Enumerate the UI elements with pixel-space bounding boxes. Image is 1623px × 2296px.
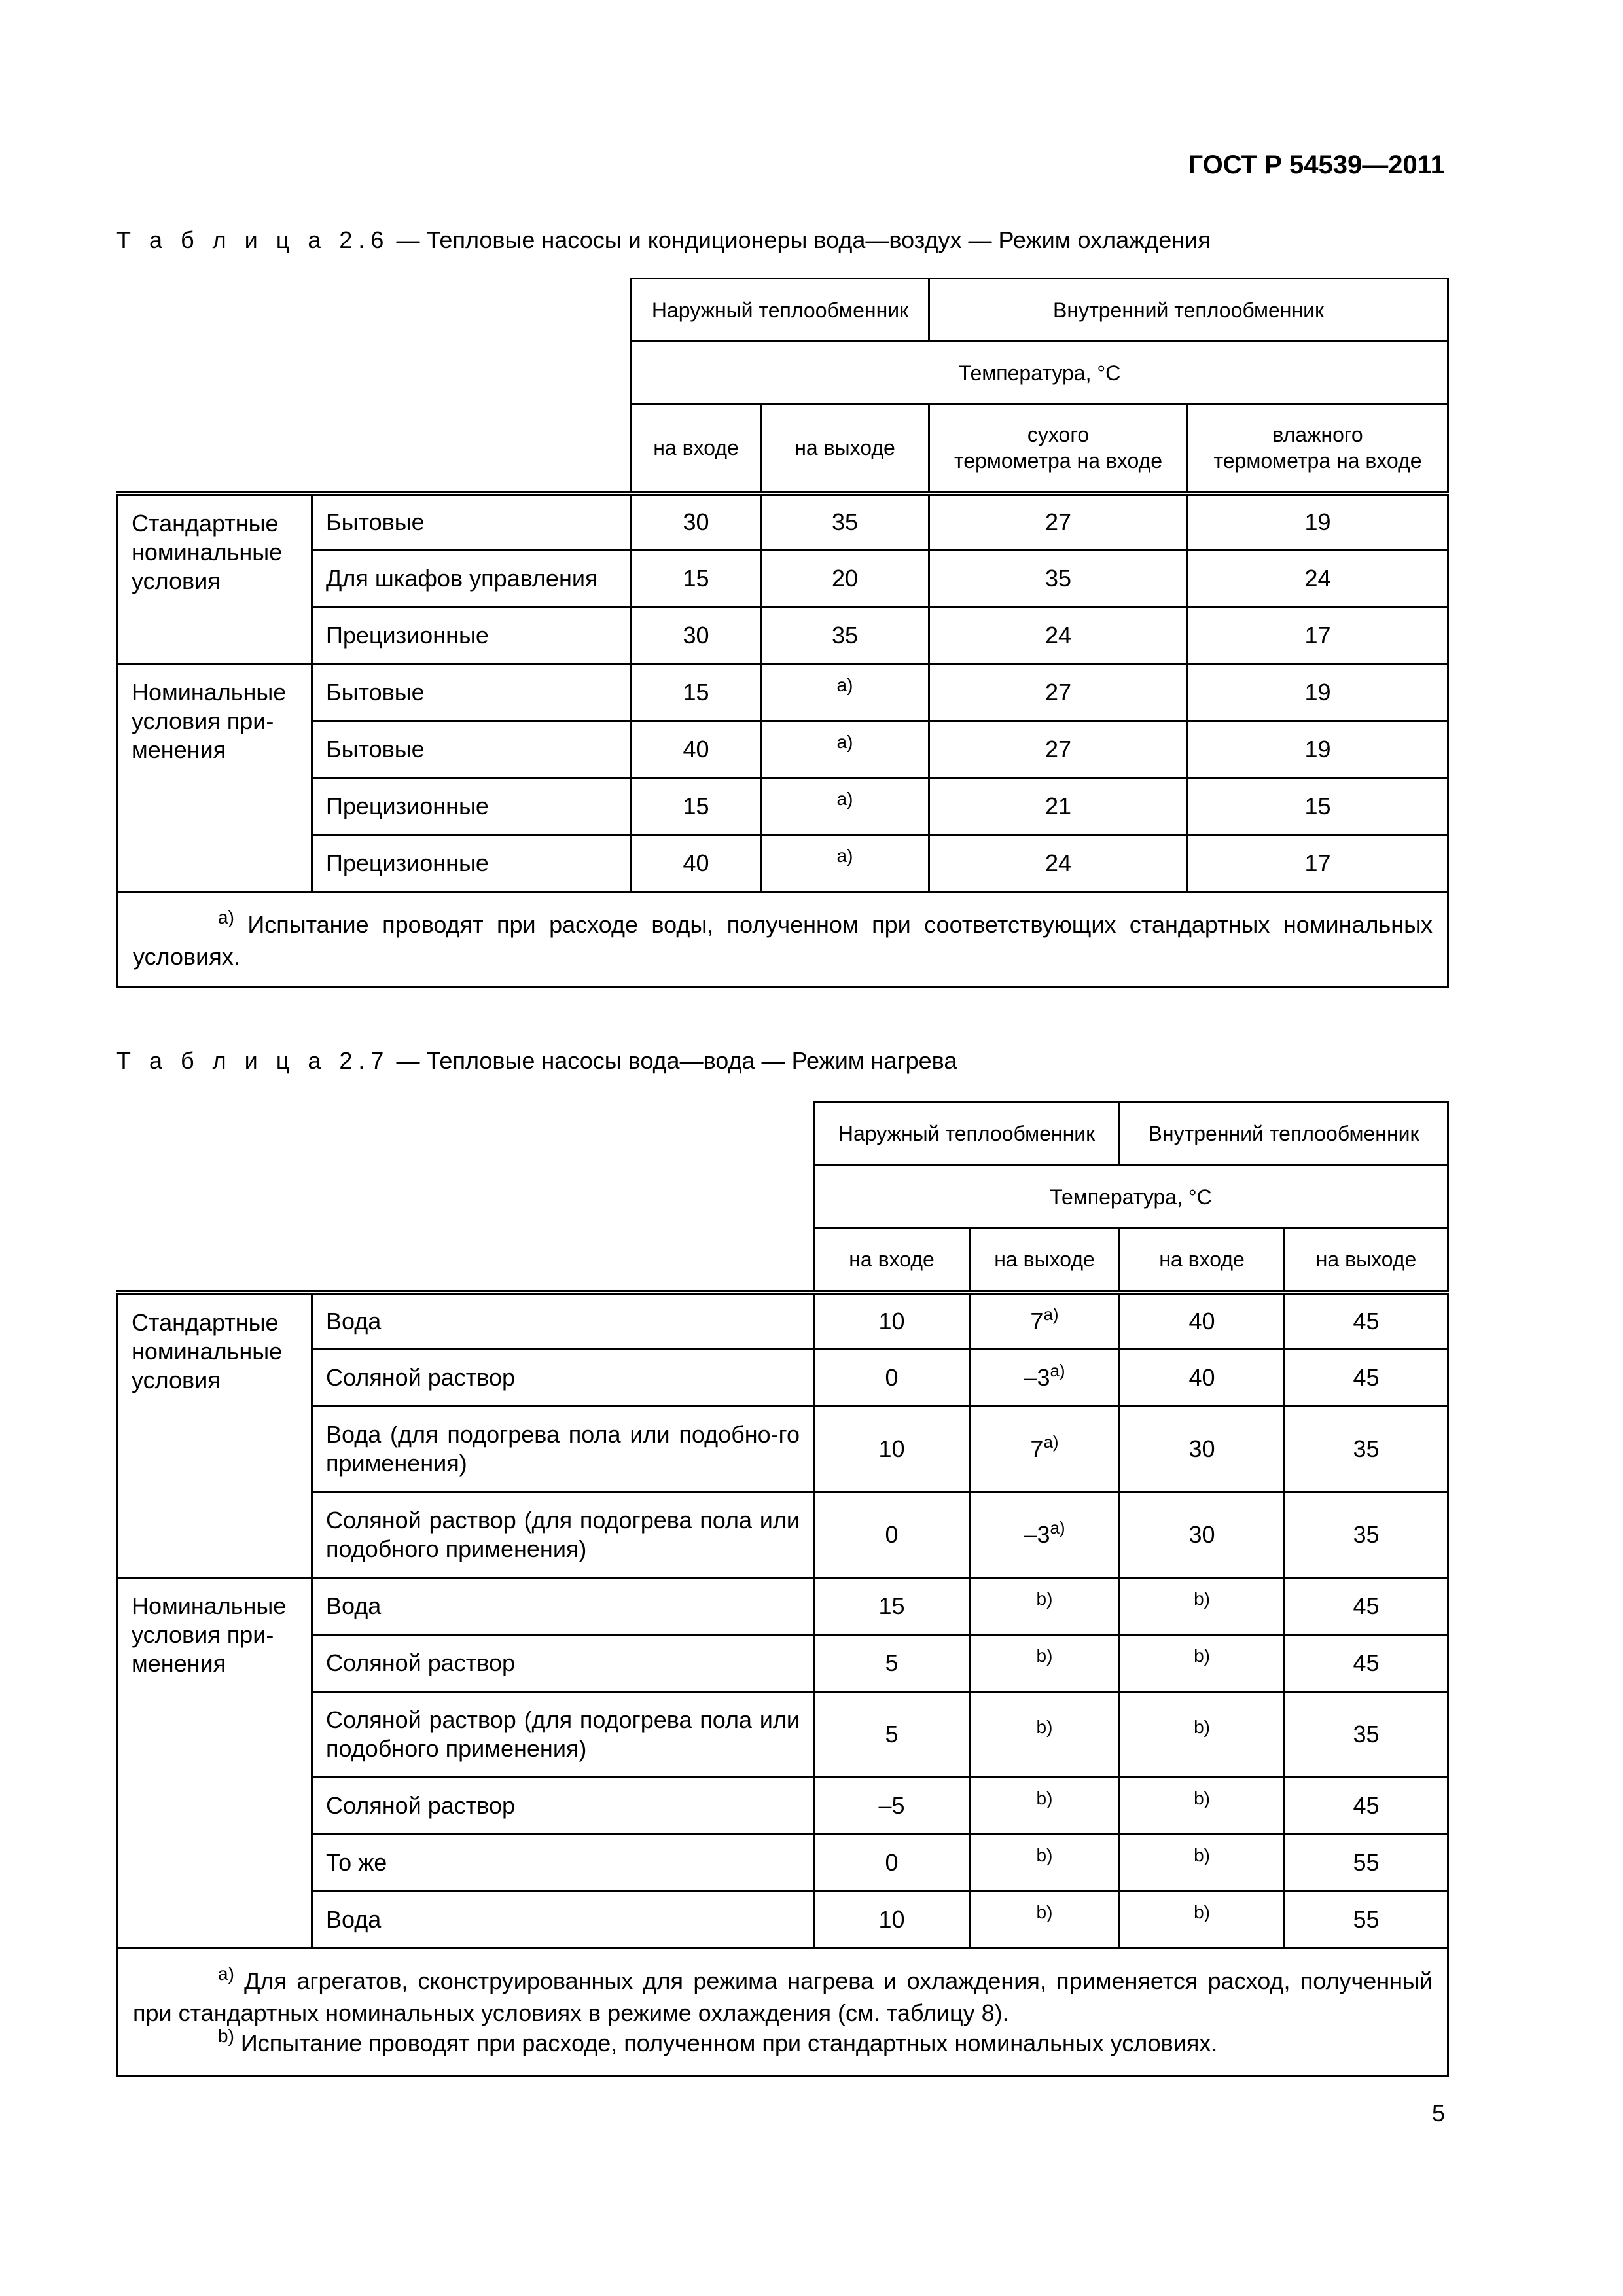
cell-outdoor-inlet: 10 [814, 1892, 970, 1948]
row-name: Бытовые [312, 493, 632, 550]
cell-indoor-inlet-footnote: b) [1120, 1692, 1285, 1778]
cell-outdoor-outlet [970, 1492, 1120, 1578]
cell-indoor-outlet: 55 [1285, 1835, 1448, 1892]
row-name: Вода (для подогрева пола или подобно-го применения) [312, 1407, 814, 1492]
table-row [118, 1350, 1448, 1407]
header-outdoor-inlet: на входе [814, 1229, 970, 1293]
cell-footnote-mark: a) [1050, 1518, 1065, 1537]
cell-outdoor-outlet-footnote: b) [970, 1578, 1120, 1635]
row-name: Прецизионные [312, 607, 632, 664]
table-row [118, 1835, 1448, 1892]
cell-indoor-inlet-footnote: b) [1120, 1578, 1285, 1635]
cell-wet: 19 [1188, 493, 1448, 550]
cell-indoor-inlet-footnote: b) [1120, 1892, 1285, 1948]
cell-dry: 27 [929, 493, 1188, 550]
table-2-7-caption-text: — Тепловые насосы вода—вода — Режим нагрева [389, 1047, 957, 1074]
cell-value: –3 [1024, 1521, 1050, 1548]
cell-indoor-outlet: 45 [1285, 1635, 1448, 1692]
table-row [118, 550, 1448, 607]
cell-outdoor-inlet: 0 [814, 1492, 970, 1578]
cell-outdoor-outlet-footnote: b) [970, 1892, 1120, 1948]
header-dry-bulb [929, 404, 1188, 493]
cell-value: 7 [1030, 1435, 1044, 1462]
row-name: Вода [312, 1892, 814, 1948]
row-name: Соляной раствор (для подогрева пола или подобного применения) [312, 1692, 814, 1778]
table-row [118, 1492, 1448, 1578]
header-indoor-exchanger: Внутренний теплообменник [1120, 1102, 1448, 1166]
cell-outdoor-inlet: 10 [814, 1293, 970, 1350]
header-wet-line2: термометра на входе [1213, 449, 1422, 473]
header-indoor-inlet: на входе [1120, 1229, 1285, 1293]
cell-outdoor-inlet: 0 [814, 1350, 970, 1407]
cell-outdoor-outlet [970, 1407, 1120, 1492]
cell-outdoor-outlet [970, 1293, 1120, 1350]
footnote-a-text: Испытание проводят при расходе воды, полученном при соответствующих стандартных номинальных условиях. [133, 911, 1433, 970]
cell-indoor-inlet-footnote: b) [1120, 1835, 1285, 1892]
table-row [118, 664, 1448, 721]
cell-indoor-inlet: 40 [1120, 1293, 1285, 1350]
cell-footnote-mark: a) [1043, 1304, 1059, 1325]
cell-dry: 24 [929, 835, 1188, 892]
cell-value: –3 [1024, 1364, 1050, 1391]
table-row [118, 607, 1448, 664]
cell-wet: 17 [1188, 607, 1448, 664]
header-dry-line1: сухого [1027, 423, 1090, 447]
cell-outdoor-inlet: 0 [814, 1835, 970, 1892]
cell-outdoor-inlet: –5 [814, 1778, 970, 1835]
table-row [118, 1293, 1448, 1350]
cell-wet: 17 [1188, 835, 1448, 892]
footnote-b [133, 2028, 1433, 2060]
table-row [118, 721, 1448, 778]
cell-indoor-inlet-footnote: b) [1120, 1778, 1285, 1835]
row-name: Вода [312, 1578, 814, 1635]
row-name: Соляной раствор [312, 1635, 814, 1692]
group-standard-conditions: Стандартные номинальные условия [118, 1293, 312, 1578]
table-row [118, 778, 1448, 835]
table-row [118, 1635, 1448, 1692]
cell-dry: 24 [929, 607, 1188, 664]
cell-inlet: 30 [632, 607, 761, 664]
cell-dry: 35 [929, 550, 1188, 607]
footnote-a [133, 907, 1433, 972]
cell-indoor-inlet-footnote: b) [1120, 1635, 1285, 1692]
table-2-6 [116, 278, 1449, 988]
header-blank-cell [118, 279, 632, 493]
row-name: Бытовые [312, 721, 632, 778]
cell-outlet: 35 [761, 493, 929, 550]
cell-wet: 19 [1188, 664, 1448, 721]
header-blank-cell [118, 1102, 814, 1293]
header-wet-line1: влажного [1272, 423, 1363, 447]
cell-outdoor-inlet: 5 [814, 1692, 970, 1778]
header-temperature: Температура, °С [814, 1166, 1448, 1229]
table-row [118, 1407, 1448, 1492]
header-outdoor-exchanger: Наружный теплообменник [814, 1102, 1120, 1166]
table-2-7-footnote [118, 1948, 1448, 2076]
cell-outdoor-inlet: 5 [814, 1635, 970, 1692]
header-outdoor-exchanger: Наружный теплообменник [632, 279, 929, 342]
cell-inlet: 40 [632, 721, 761, 778]
cell-indoor-inlet: 30 [1120, 1407, 1285, 1492]
cell-indoor-inlet: 30 [1120, 1492, 1285, 1578]
row-name: Прецизионные [312, 835, 632, 892]
cell-indoor-outlet: 55 [1285, 1892, 1448, 1948]
cell-inlet: 30 [632, 493, 761, 550]
row-name: Прецизионные [312, 778, 632, 835]
header-temperature: Температура, °С [632, 342, 1448, 404]
page-number: 5 [1431, 2100, 1445, 2126]
cell-outlet: 20 [761, 550, 929, 607]
cell-indoor-outlet: 35 [1285, 1692, 1448, 1778]
cell-outdoor-outlet-footnote: b) [970, 1835, 1120, 1892]
cell-outlet-footnote: a) [761, 664, 929, 721]
cell-inlet: 15 [632, 664, 761, 721]
document-header: ГОСТ Р 54539—2011 [1188, 151, 1445, 179]
cell-dry: 27 [929, 721, 1188, 778]
table-row [118, 1578, 1448, 1635]
table-row [118, 1892, 1448, 1948]
cell-indoor-outlet: 45 [1285, 1350, 1448, 1407]
cell-outlet-footnote: a) [761, 835, 929, 892]
cell-footnote-mark: a) [1050, 1361, 1065, 1380]
row-name: Бытовые [312, 664, 632, 721]
header-indoor-outlet: на выходе [1285, 1229, 1448, 1293]
table-2-7-caption [116, 1047, 957, 1075]
table-2-6-caption [116, 226, 1211, 254]
cell-outdoor-outlet-footnote: b) [970, 1692, 1120, 1778]
footnote-a-mark: a) [218, 907, 234, 927]
row-name: Соляной раствор [312, 1778, 814, 1835]
table-row [118, 493, 1448, 550]
cell-indoor-inlet: 40 [1120, 1350, 1285, 1407]
row-name: То же [312, 1835, 814, 1892]
row-name: Соляной раствор (для подогрева пола или подобного применения) [312, 1492, 814, 1578]
table-row [118, 835, 1448, 892]
header-outdoor-outlet: на выходе [970, 1229, 1120, 1293]
cell-outdoor-inlet: 10 [814, 1407, 970, 1492]
header-outlet: на выходе [761, 404, 929, 493]
footnote-a-text: Для агрегатов, сконструированных для режима нагрева и охлаждения, применяется расход, полученный при стандартных номинальных условиях в режиме охлаждения (см. таблицу 8). [133, 1967, 1433, 2026]
cell-dry: 21 [929, 778, 1188, 835]
header-inlet: на входе [632, 404, 761, 493]
cell-indoor-outlet: 45 [1285, 1578, 1448, 1635]
cell-inlet: 40 [632, 835, 761, 892]
table-row [118, 1692, 1448, 1778]
cell-outdoor-outlet-footnote: b) [970, 1635, 1120, 1692]
table-2-6-footnote [118, 892, 1448, 988]
cell-indoor-outlet: 35 [1285, 1407, 1448, 1492]
cell-outdoor-outlet [970, 1350, 1120, 1407]
table-row [118, 1778, 1448, 1835]
table-footnote-row [118, 1948, 1448, 2076]
group-standard-conditions: Стандартные номинальные условия [118, 493, 312, 664]
cell-outlet: 35 [761, 607, 929, 664]
header-dry-line2: термометра на входе [954, 449, 1163, 473]
cell-wet: 19 [1188, 721, 1448, 778]
footnote-b-mark: b) [218, 2026, 234, 2046]
cell-wet: 24 [1188, 550, 1448, 607]
cell-outdoor-inlet: 15 [814, 1578, 970, 1635]
footnote-a-mark: a) [218, 1964, 234, 1984]
footnote-a [133, 1966, 1433, 2028]
cell-outlet-footnote: a) [761, 778, 929, 835]
cell-outdoor-outlet-footnote: b) [970, 1778, 1120, 1835]
table-2-6-caption-text: — Тепловые насосы и кондиционеры вода—воздух — Режим охлаждения [389, 226, 1211, 253]
row-name: Для шкафов управления [312, 550, 632, 607]
header-wet-bulb [1188, 404, 1448, 493]
row-name: Соляной раствор [312, 1350, 814, 1407]
cell-indoor-outlet: 45 [1285, 1778, 1448, 1835]
cell-indoor-outlet: 35 [1285, 1492, 1448, 1578]
table-2-7-caption-label: Т а б л и ц а 2.7 [116, 1047, 390, 1074]
footnote-b-text: Испытание проводят при расходе, полученном при стандартных номинальных условиях. [234, 2030, 1218, 2056]
cell-outlet-footnote: a) [761, 721, 929, 778]
cell-dry: 27 [929, 664, 1188, 721]
table-footnote-row [118, 892, 1448, 988]
cell-wet: 15 [1188, 778, 1448, 835]
group-application-conditions: Номинальные условия при-менения [118, 1578, 312, 1948]
table-2-6-caption-label: Т а б л и ц а 2.6 [116, 226, 390, 253]
table-2-7 [116, 1101, 1449, 2077]
header-indoor-exchanger: Внутренний теплообменник [929, 279, 1448, 342]
cell-value: 7 [1030, 1308, 1044, 1335]
cell-inlet: 15 [632, 550, 761, 607]
cell-indoor-outlet: 45 [1285, 1293, 1448, 1350]
cell-inlet: 15 [632, 778, 761, 835]
cell-footnote-mark: a) [1043, 1432, 1059, 1452]
row-name: Вода [312, 1293, 814, 1350]
group-application-conditions: Номинальные условия при-менения [118, 664, 312, 892]
